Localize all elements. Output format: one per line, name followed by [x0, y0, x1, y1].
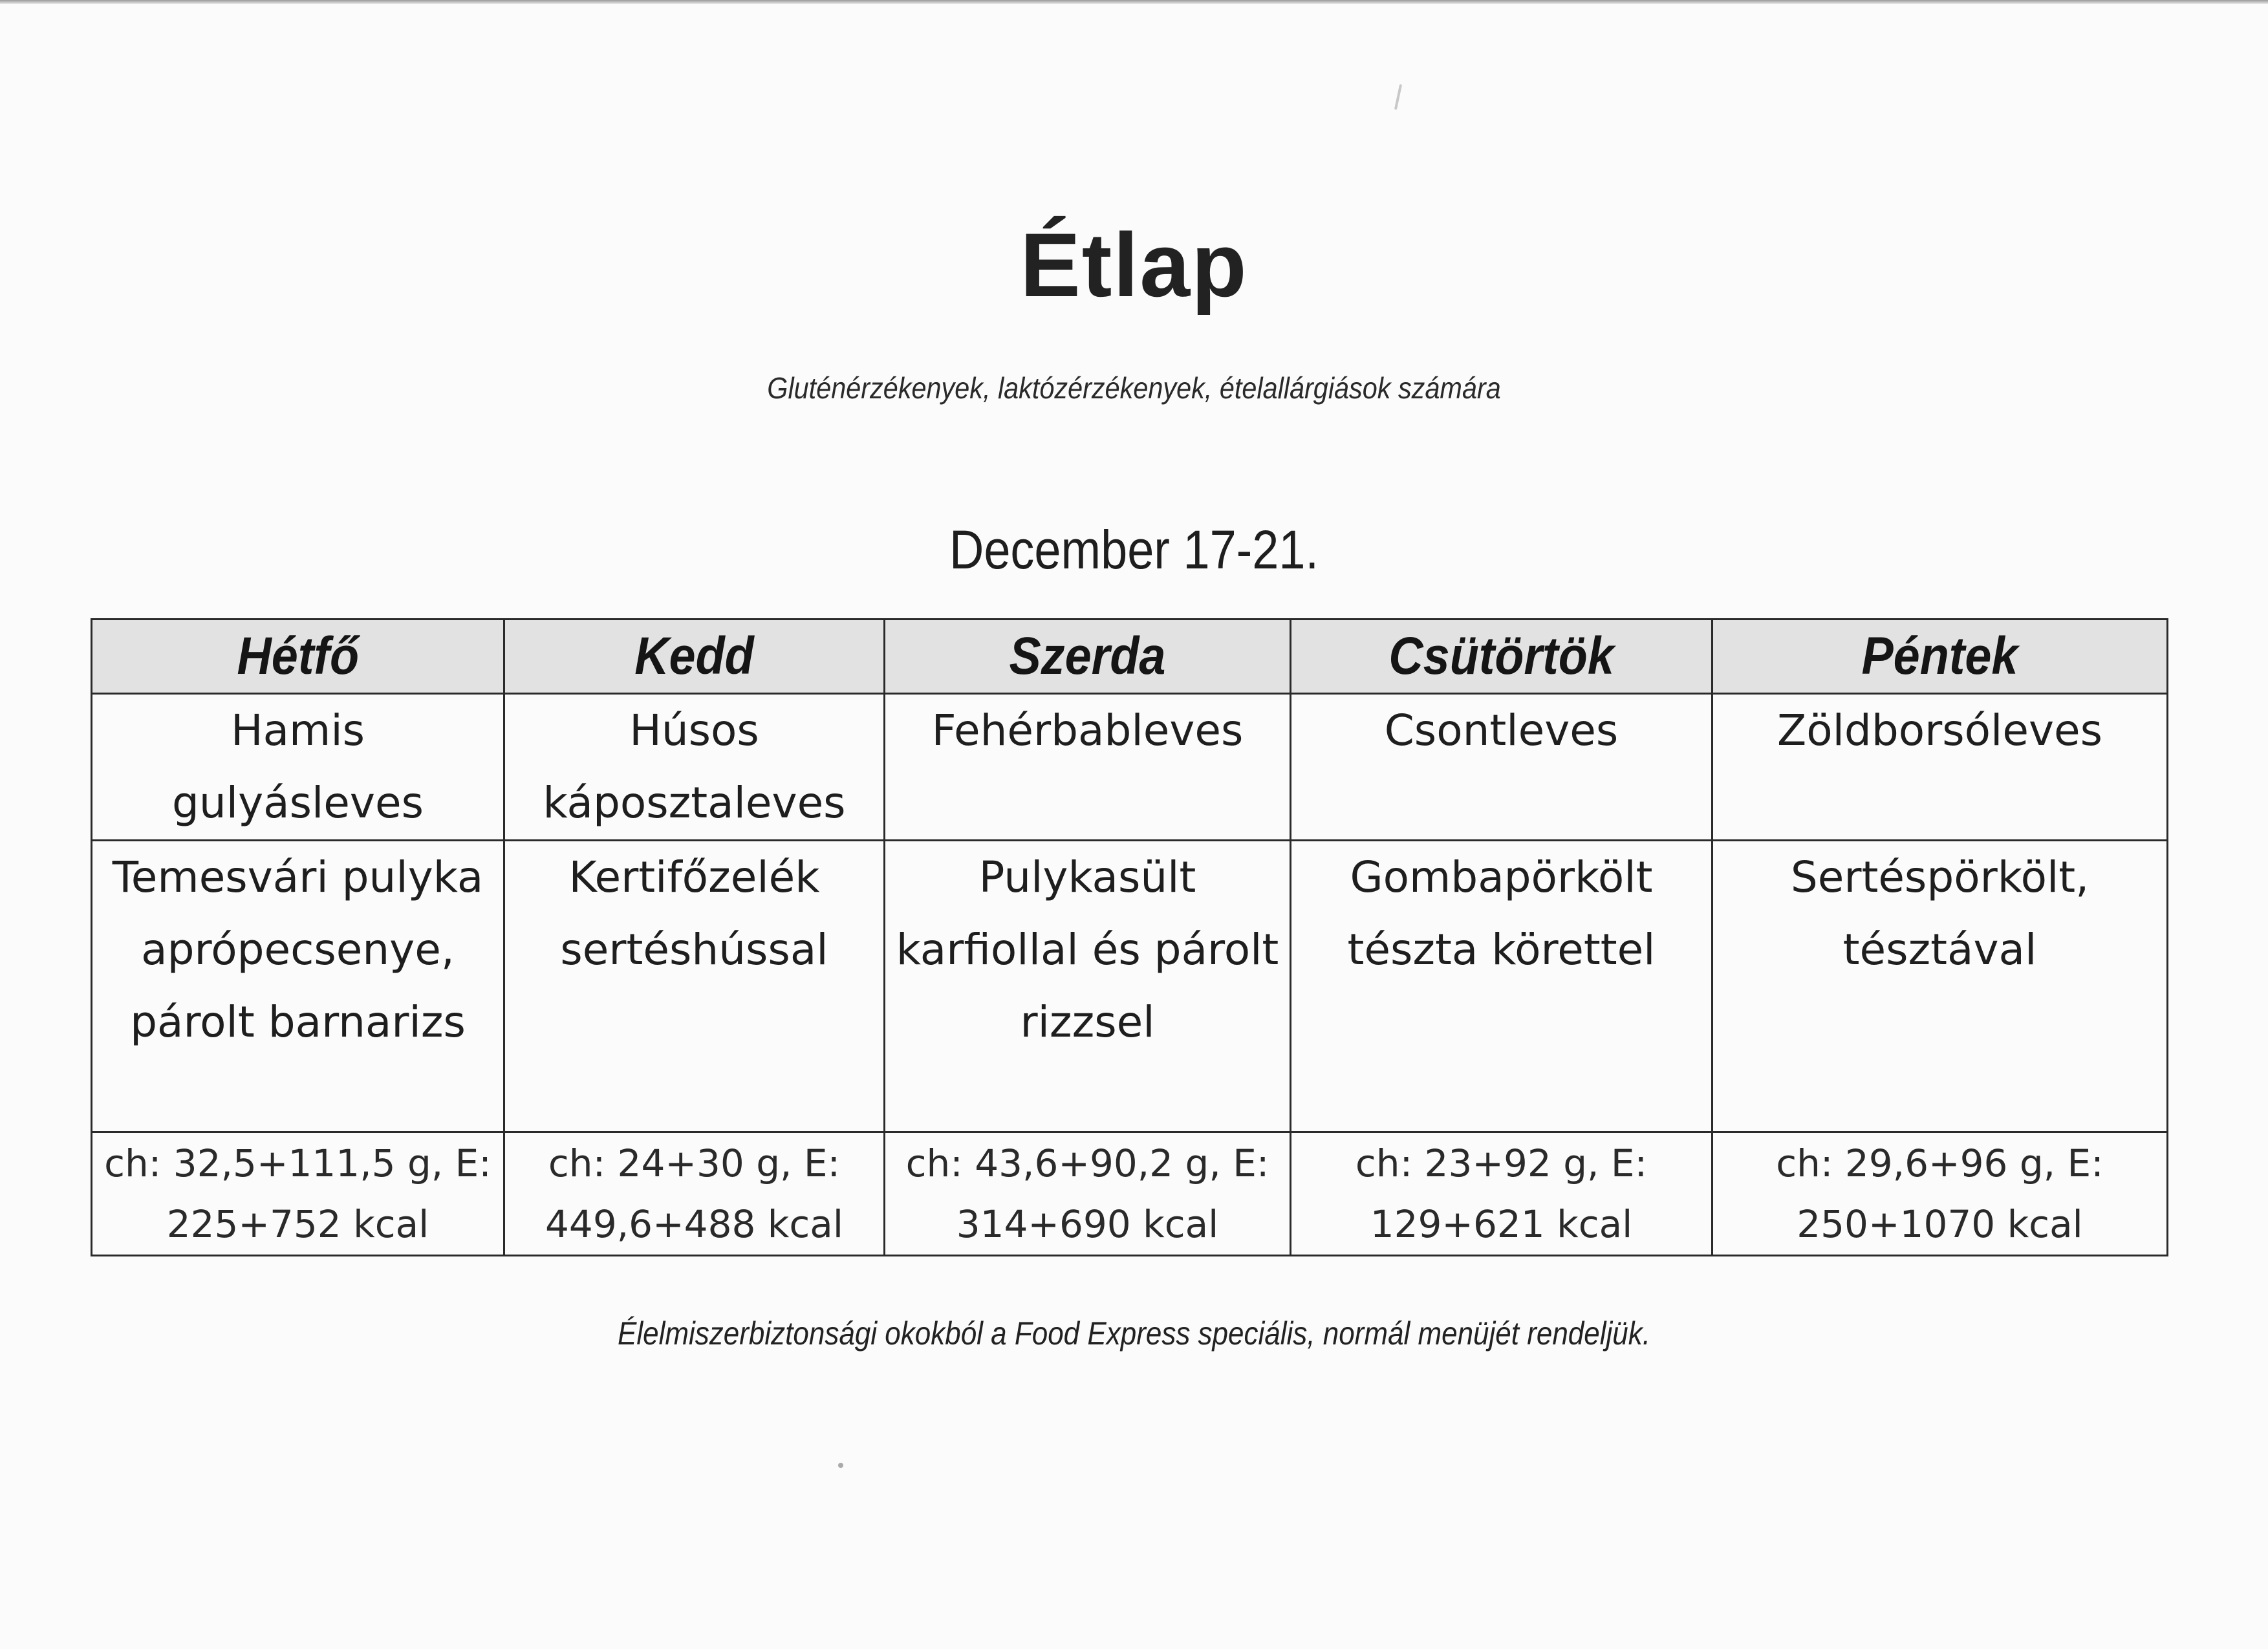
- nutrition-tuesday: ch: 24+30 g, E: 449,6+488 kcal: [504, 1132, 885, 1256]
- main-monday: Temesvári pulyka aprópecsenye, párolt barnarizs: [92, 841, 504, 1132]
- main-thursday: Gombapörkölt tészta körettel: [1291, 841, 1712, 1132]
- menu-table: [91, 618, 2168, 1256]
- scan-speck: [1394, 84, 1402, 110]
- soup-row: [92, 694, 2168, 841]
- scan-speck: [838, 1463, 843, 1468]
- soup-tuesday: Húsos káposztaleves: [504, 694, 885, 841]
- nutrition-wednesday: ch: 43,6+90,2 g, E: 314+690 kcal: [885, 1132, 1291, 1256]
- day-header-wednesday: Szerda: [885, 620, 1291, 694]
- day-header-friday: Péntek: [1712, 620, 2168, 694]
- soup-monday: Hamis gulyásleves: [92, 694, 504, 841]
- main-wednesday: Pulykasült karfiollal és párolt rizzsel: [885, 841, 1291, 1132]
- soup-thursday: Csontleves: [1291, 694, 1712, 841]
- week-date-range: December 17-21.: [949, 519, 1319, 580]
- page-subtitle: Gluténérzékenyek, laktózérzékenyek, ételallárgiások számára: [767, 371, 1501, 405]
- day-header-thursday: Csütörtök: [1291, 620, 1712, 694]
- main-tuesday: Kertifőzelék sertéshússal: [504, 841, 885, 1132]
- day-header-tuesday: Kedd: [504, 620, 885, 694]
- page-title: Étlap: [1020, 214, 1248, 316]
- soup-friday: Zöldborsóleves: [1712, 694, 2168, 841]
- day-header-monday: Hétfő: [92, 620, 504, 694]
- nutrition-thursday: ch: 23+92 g, E: 129+621 kcal: [1291, 1132, 1712, 1256]
- nutrition-monday: ch: 32,5+111,5 g, E: 225+752 kcal: [92, 1132, 504, 1256]
- footer-note: Élelmiszerbiztonsági okokból a Food Express speciális, normál menüjét rendeljük.: [618, 1315, 1650, 1352]
- nutrition-friday: ch: 29,6+96 g, E: 250+1070 kcal: [1712, 1132, 2168, 1256]
- day-header-row: [92, 620, 2168, 694]
- main-friday: Sertéspörkölt, tésztával: [1712, 841, 2168, 1132]
- nutrition-row: [92, 1132, 2168, 1256]
- main-course-row: [92, 841, 2168, 1132]
- soup-wednesday: Fehérbableves: [885, 694, 1291, 841]
- scan-edge: [0, 0, 2268, 4]
